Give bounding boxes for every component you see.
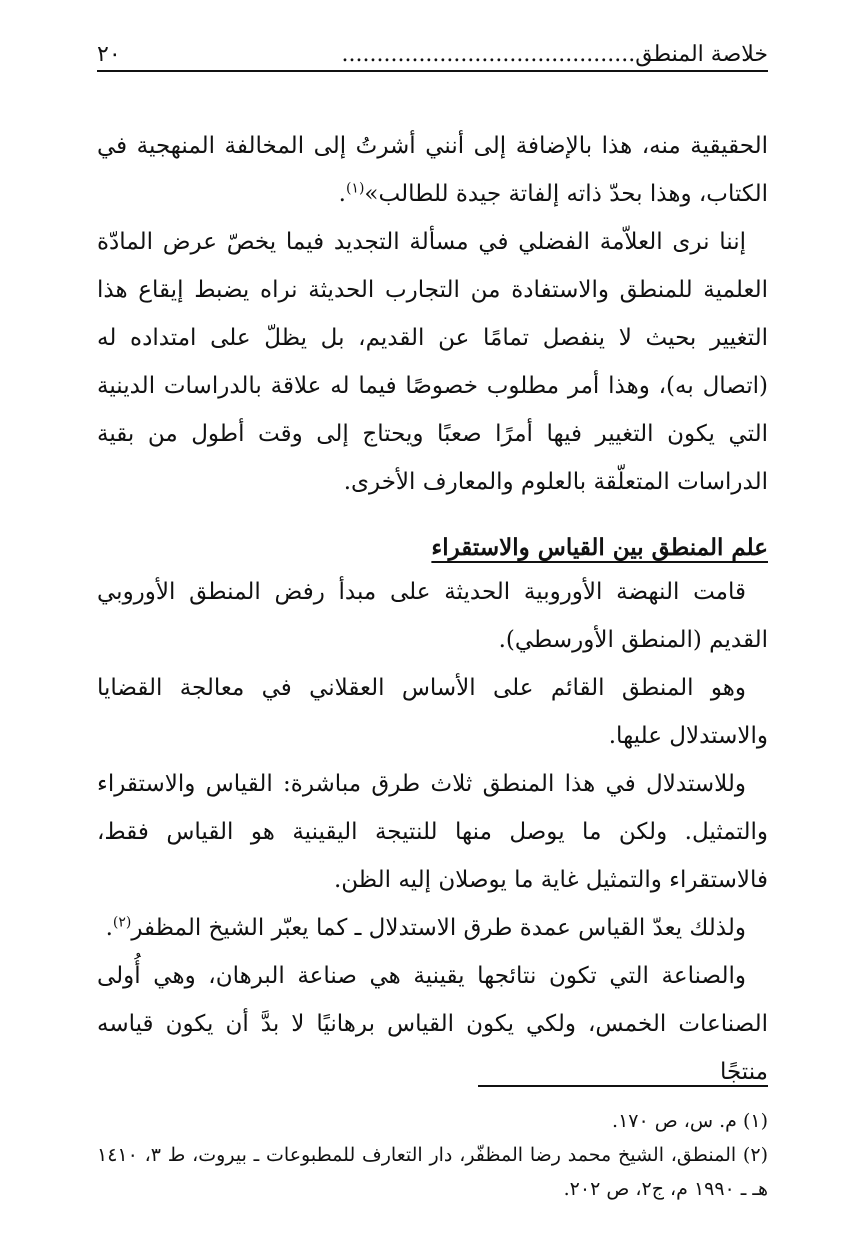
paragraph-2-text: إننا نرى العلاّمة الفضلي في مسألة التجديد فيما يخصّ عرض المادّة العلمية للمنطق والاستفادة من التجارب الحديثة نراه يضبط إيقاع هذا التغيير بحيث لا ينفصل تمامًا عن القديم، بل يظلّ على امتداده له (اتصال به)، وهذا أمر مطلوب خصوصًا فيما له علاقة بالدراسات الدينية التي يكون التغيير فيها أمرًا صعبًا ويحتاج إلى وقت أطول من بقية الدراسات المتعلّقة بالعلوم والمعارف الأخرى.	[97, 229, 768, 495]
page-number: ٢٠	[97, 42, 121, 67]
book-page	[97, 30, 768, 1230]
paragraph-2	[97, 218, 768, 506]
section-paragraph-2	[97, 664, 768, 760]
footnote-1: (١) م. س، ص ١٧٠.	[612, 1110, 768, 1132]
running-header	[97, 30, 768, 68]
section-paragraph-4	[97, 904, 768, 952]
section-paragraph-1-text: قامت النهضة الأوروبية الحديثة على مبدأ رفض المنطق الأوروبي القديم (المنطق الأورسطي).	[97, 579, 768, 653]
paragraph-1-text: الحقيقية منه، هذا بالإضافة إلى أنني أشرتُ إلى المخالفة المنهجية في الكتاب، وهذا بحدّ ذاته إلفاتة جيدة للطالب»	[97, 133, 768, 207]
section-paragraph-2-text: وهو المنطق القائم على الأساس العقلاني في معالجة القضايا والاستدلال عليها.	[97, 675, 768, 749]
section-paragraph-1	[97, 568, 768, 664]
footnotes	[97, 1104, 768, 1206]
footnote-ref-1: (١)	[345, 180, 365, 197]
section-paragraph-5-text: والصناعة التي تكون نتائجها يقينية هي صناعة البرهان، وهي أُولى الصناعات الخمس، ولكي يكون القياس برهانيًا لا بدَّ أن يكون قياسه منتجًا	[97, 963, 768, 1085]
footnote-ref-2: (٢)	[112, 914, 132, 931]
section-paragraph-4-text: ولذلك يعدّ القياس عمدة طرق الاستدلال ـ كما يعبّر الشيخ المظفر	[131, 915, 746, 941]
section-paragraph-5	[97, 952, 768, 1096]
section-paragraph-3-text: وللاستدلال في هذا المنطق ثلاث طرق مباشرة: القياس والاستقراء والتمثيل. ولكن ما يوصل منها للنتيجة اليقينية هو القياس فقط، فالاستقراء والتمثيل غاية ما يوصلان إليه الظن.	[97, 771, 768, 893]
header-rule	[97, 70, 768, 72]
running-title: خلاصة المنطق..........................................	[341, 42, 768, 67]
body-text	[97, 122, 768, 1096]
paragraph-1-end: .	[338, 181, 346, 207]
paragraph-1	[97, 122, 768, 218]
footnote-separator	[478, 1085, 768, 1087]
section-heading: علم المنطق بين القياس والاستقراء	[431, 534, 768, 561]
footnote-2: (٢) المنطق، الشيخ محمد رضا المظفّر، دار التعارف للمطبوعات ـ بيروت، ط ٣، ١٤١٠ هـ ـ ١٩٩٠ م، ج٢، ص ٢٠٢.	[97, 1144, 768, 1200]
section-paragraph-3	[97, 760, 768, 904]
section-paragraph-4-end: .	[105, 915, 113, 941]
